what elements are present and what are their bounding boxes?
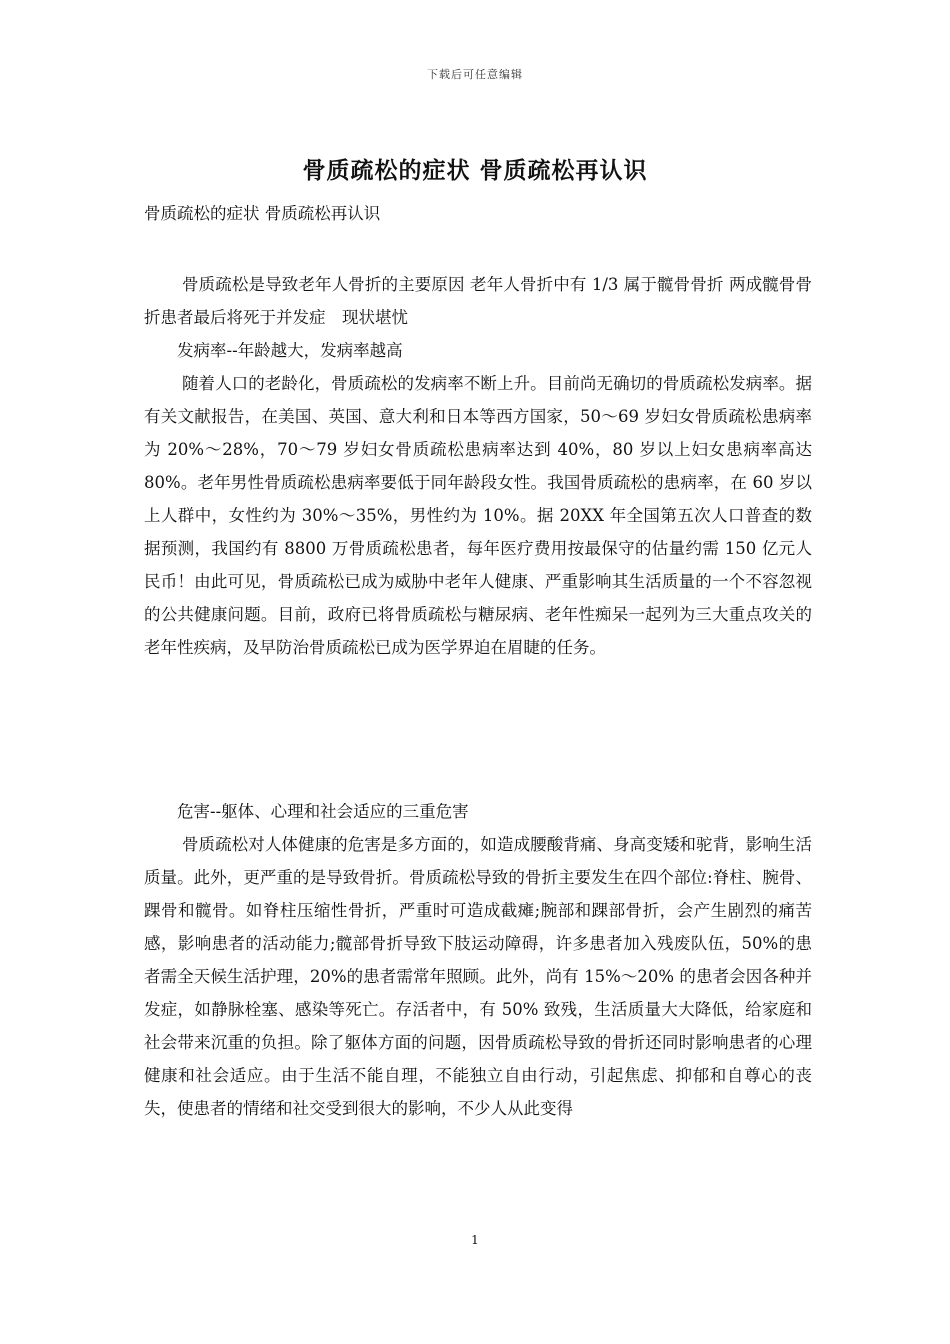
- header-note: 下载后可任意编辑: [427, 68, 523, 81]
- page-number: 1: [471, 1233, 479, 1247]
- section-harm: [144, 795, 812, 1125]
- document-subtitle: 骨质疏松的症状 骨质疏松再认识: [144, 204, 381, 223]
- intro-paragraph: 骨质疏松是导致老年人骨折的主要原因 老年人骨折中有 1/3 属于髋骨骨折 两成髋骨骨折患者最后将死于并发症 现状堪忧: [144, 275, 812, 327]
- harm-heading: 危害--躯体、心理和社会适应的三重危害: [177, 802, 469, 821]
- incidence-paragraph: 随着人口的老龄化，骨质疏松的发病率不断上升。目前尚无确切的骨质疏松发病率。据有关文献报告，在美国、英国、意大利和日本等西方国家，50～69 岁妇女骨质疏松患病率为 20%～28%，70～79 岁妇女骨质疏松患病率达到 40%，80 岁以上妇女患病率高达 80%。老年男性骨质疏松患病率要低于同年龄段女性。我国骨质疏松的患病率，在 60 岁以上人群中，女性约为 30%～35%，男性约为 10%。据 20XX 年全国第五次人口普查的数据预测，我国约有 8800 万骨质疏松患者，每年医疗费用按最保守的估量约需 150 亿元人民币！由此可见，骨质疏松已成为威胁中老年人健康、严重影响其生活质量的一个不容忽视的公共健康问题。目前，政府已将骨质疏松与糖尿病、老年性痴呆一起列为三大重点攻关的老年性疾病，及早防治骨质疏松已成为医学界迫在眉睫的任务。: [144, 374, 812, 657]
- harm-paragraph: 骨质疏松对人体健康的危害是多方面的，如造成腰酸背痛、身高变矮和驼背，影响生活质量。此外，更严重的是导致骨折。骨质疏松导致的骨折主要发生在四个部位:脊柱、腕骨、踝骨和髋骨。如脊柱压缩性骨折，严重时可造成截瘫;腕部和踝部骨折，会产生剧烈的痛苦感，影响患者的活动能力;髋部骨折导致下肢运动障碍，许多患者加入残废队伍，50%的患者需全天候生活护理，20%的患者需常年照顾。此外，尚有 15%～20% 的患者会因各种并发症，如静脉栓塞、感染等死亡。存活者中，有 50% 致残，生活质量大大降低，给家庭和社会带来沉重的负担。除了躯体方面的问题，因骨质疏松导致的骨折还同时影响患者的心理健康和社会适应。由于生活不能自理，不能独立自由行动，引起焦虑、抑郁和自尊心的丧失，使患者的情绪和社交受到很大的影响，不少人从此变得: [144, 835, 812, 1118]
- incidence-heading: 发病率--年龄越大，发病率越高: [177, 341, 403, 360]
- section-incidence: [144, 268, 812, 664]
- document-title: 骨质疏松的症状 骨质疏松再认识: [302, 157, 648, 184]
